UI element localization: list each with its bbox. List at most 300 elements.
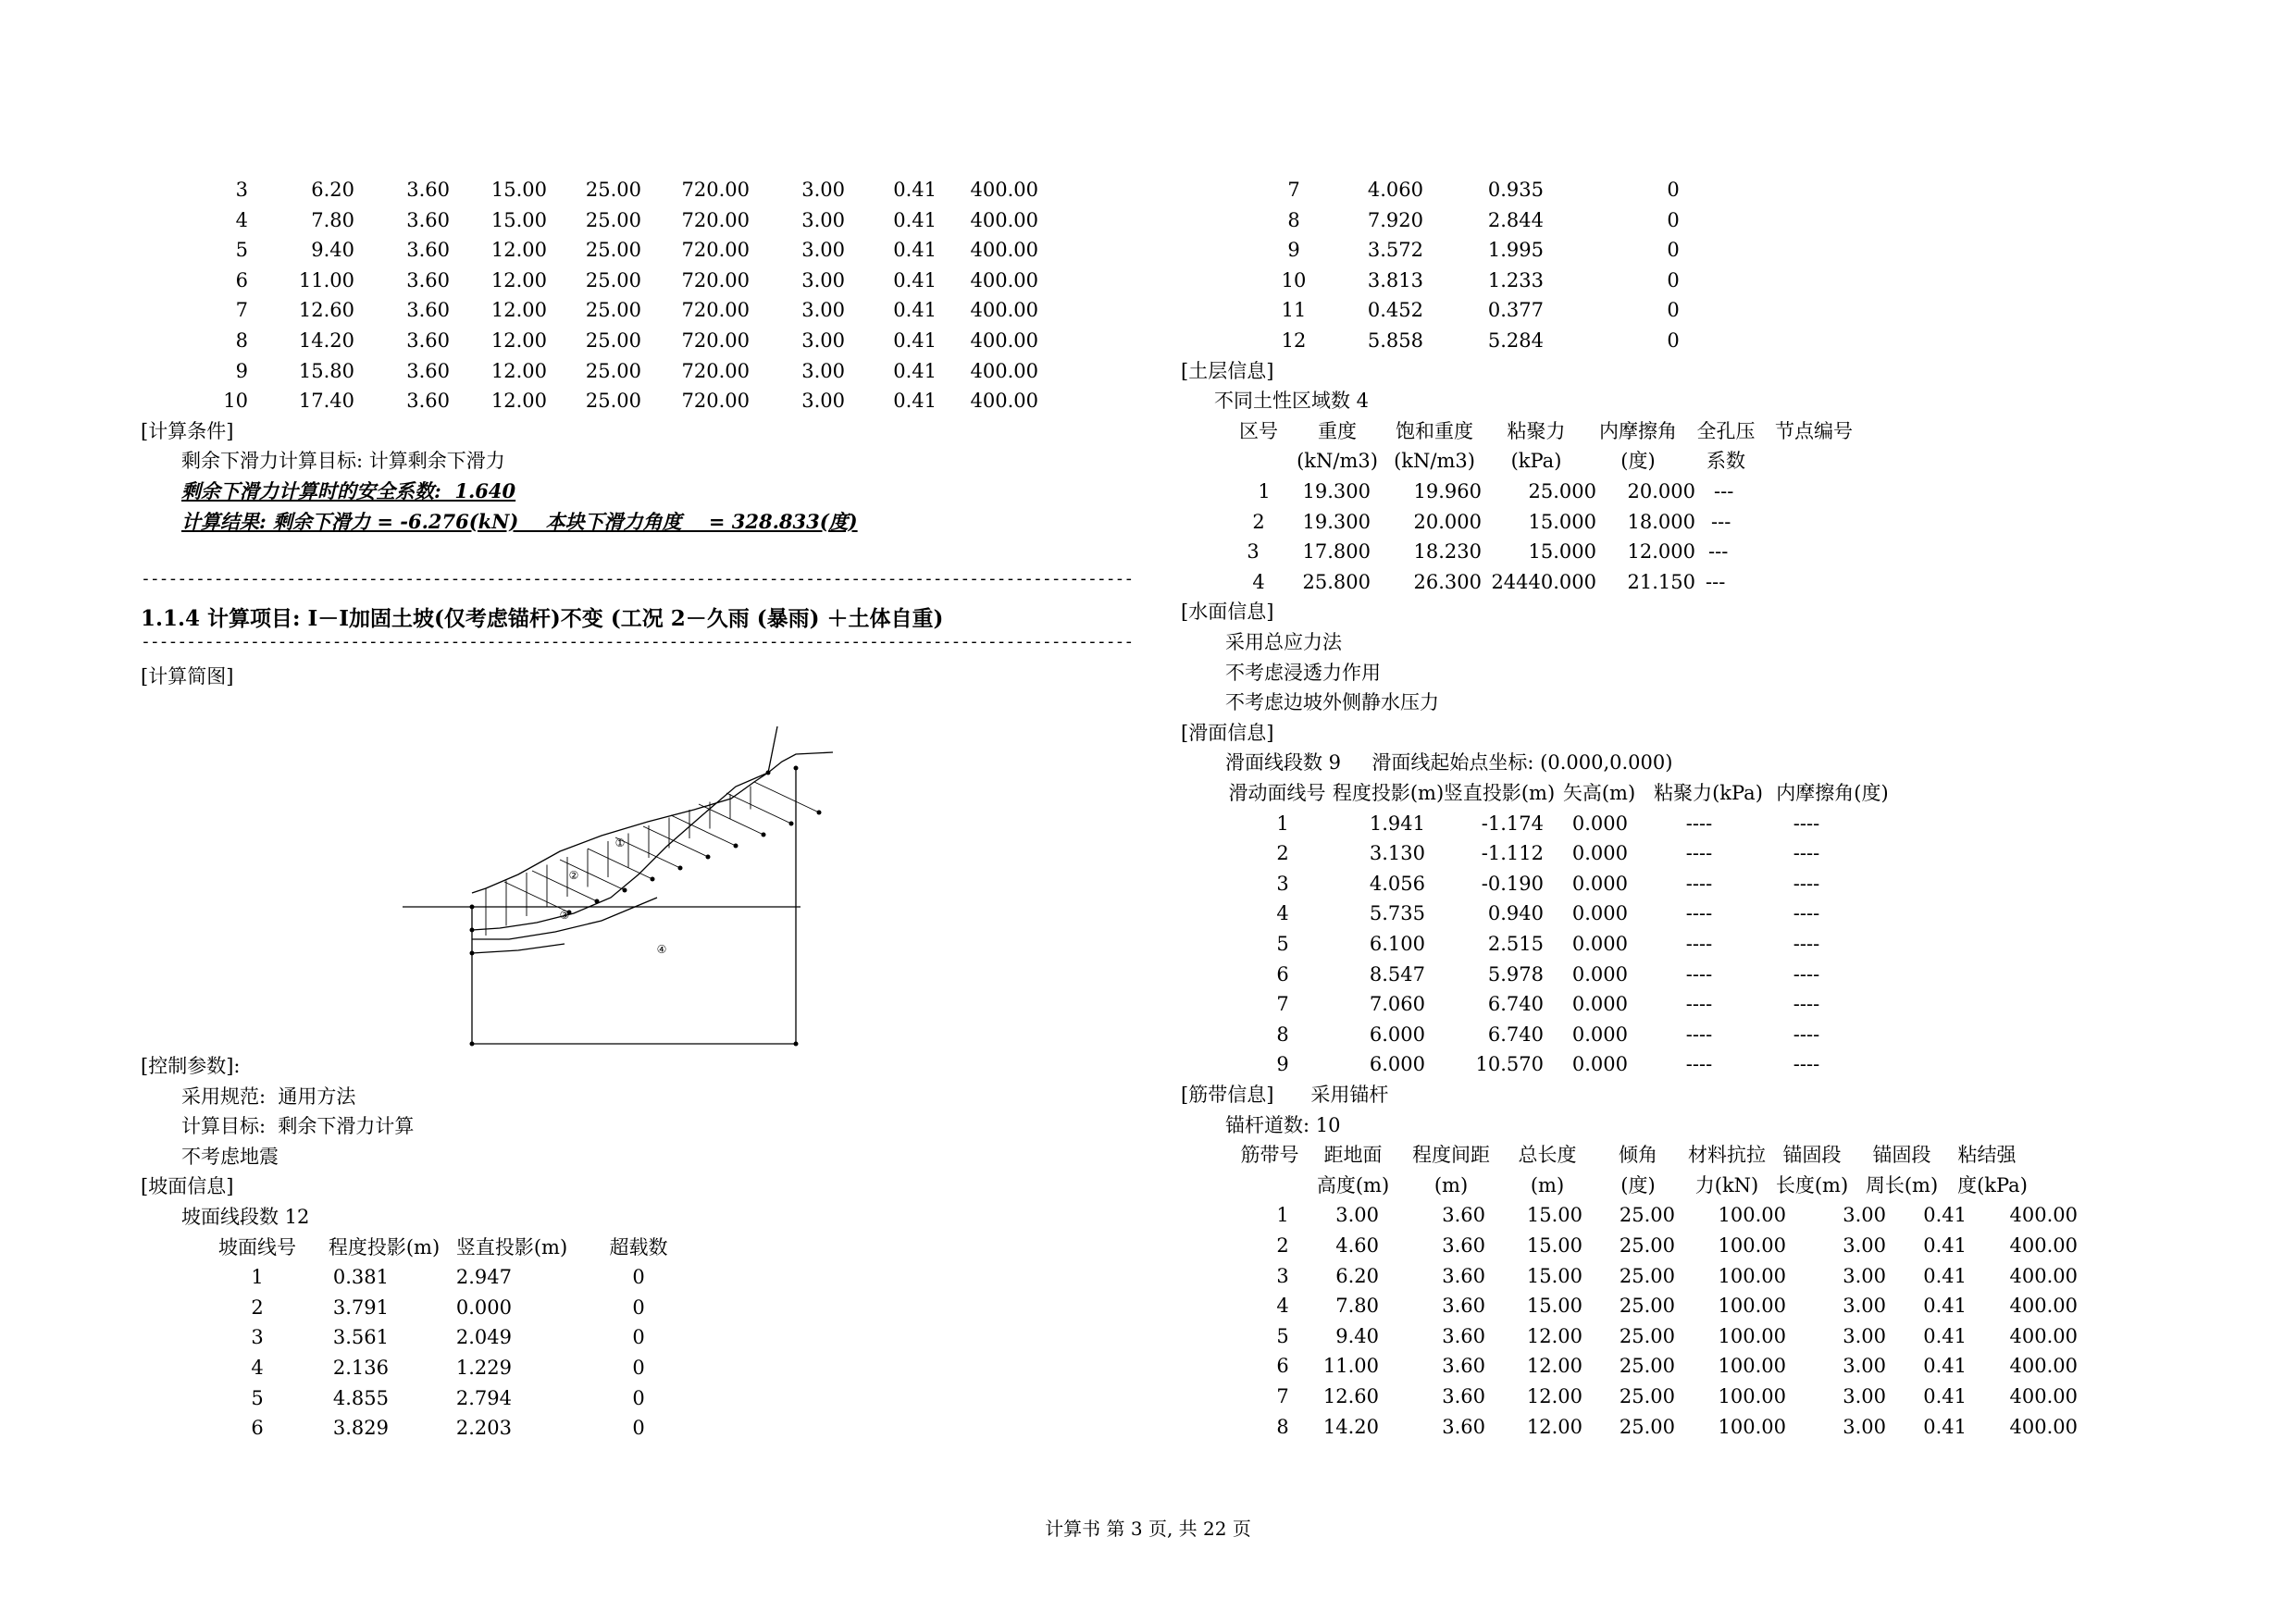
table-cell: 1.941 [1369, 812, 1425, 835]
table-cell: 6 [1276, 1355, 1289, 1378]
table-cell: 7 [235, 299, 248, 322]
table-cell: 5 [1276, 933, 1289, 955]
table-header: (度) [1620, 1173, 1656, 1196]
diagram-anchor-line [699, 804, 763, 835]
table-cell: 12.00 [490, 299, 547, 322]
table-cell: 0.41 [893, 239, 937, 262]
table-cell: 3.00 [801, 268, 845, 291]
table-cell: --- [1706, 570, 1726, 593]
diagram-anchor-line [643, 826, 708, 857]
section-label: [水面信息] [1181, 601, 1274, 624]
table-cell: 14.20 [1322, 1415, 1379, 1438]
table-cell: 400.00 [2009, 1264, 2078, 1287]
table-cell: 3.60 [406, 239, 450, 262]
table-cell: 2 [251, 1295, 264, 1319]
table-cell: 6.100 [1369, 933, 1425, 955]
table-cell: 15.00 [1526, 1234, 1582, 1257]
table-cell: 25.00 [585, 390, 641, 413]
table-cell: 0.41 [1923, 1234, 1967, 1257]
table-cell: 2 [1252, 510, 1265, 533]
table-cell: 25.000 [1528, 480, 1596, 502]
table-cell: 12.00 [490, 239, 547, 262]
table-cell: 17.800 [1302, 540, 1371, 564]
table-cell: 4.056 [1369, 872, 1425, 895]
table-header: 超载数 [609, 1235, 668, 1258]
table-cell: ---- [1685, 1053, 1713, 1076]
table-cell: 3.00 [801, 329, 845, 352]
table-cell: 11.00 [1322, 1355, 1379, 1378]
table-cell: 400.00 [970, 239, 1038, 262]
table-cell: 0 [1667, 329, 1680, 352]
diagram-anchor-node [789, 822, 794, 826]
table-cell: 7 [1276, 993, 1289, 1016]
table-cell: 12.00 [1526, 1355, 1582, 1378]
table-header: 力(kN) [1694, 1173, 1759, 1196]
table-cell: 400.00 [970, 268, 1038, 291]
table-cell: 8 [1276, 1415, 1289, 1438]
table-cell: 3.00 [1843, 1295, 1886, 1318]
table-cell: 3 [1276, 1264, 1289, 1287]
table-cell: ---- [1793, 962, 1820, 986]
water-item: 不考虑边坡外侧静水压力 [1225, 691, 1439, 714]
diagram-node [766, 771, 771, 775]
table-cell: 25.00 [585, 329, 641, 352]
diagram-node [794, 766, 799, 771]
table-cell: 400.00 [970, 208, 1038, 231]
table-header: 内摩擦角(度) [1776, 782, 1889, 804]
table-cell: 0 [632, 1266, 645, 1289]
table-cell: 0 [632, 1295, 645, 1319]
table-cell: 0 [632, 1417, 645, 1440]
table-cell: 12 [1281, 329, 1307, 352]
table-header: 粘聚力 [1507, 419, 1566, 442]
table-cell: 400.00 [970, 359, 1038, 382]
table-cell: 0.452 [1367, 299, 1423, 322]
table-header: 重度 [1318, 419, 1357, 442]
table-cell: 100.00 [1718, 1295, 1786, 1318]
table-cell: 10 [1281, 268, 1307, 291]
table-header: 竖直投影(m) [455, 1235, 568, 1258]
table-header: 坡面线号 [218, 1235, 296, 1258]
table-cell: 25.00 [1619, 1415, 1675, 1438]
page-footer: 计算书 第 3 页, 共 22 页 [1045, 1518, 1251, 1540]
table-header: 程度间距 [1412, 1144, 1490, 1167]
table-cell: 100.00 [1718, 1204, 1786, 1227]
table-cell: 720.00 [681, 390, 750, 413]
table-cell: 12.00 [490, 329, 547, 352]
table-cell: 3.60 [1442, 1324, 1485, 1347]
diagram-node [470, 1042, 475, 1047]
table-cell: 0.41 [893, 359, 937, 382]
diagram-boundary [472, 768, 796, 1044]
table-cell: 3.572 [1367, 239, 1423, 262]
table-cell: 4.855 [332, 1386, 389, 1409]
table-cell: 3.00 [801, 179, 845, 201]
table-cell: 4 [1276, 902, 1289, 925]
section-label: [筋带信息] 采用锚杆 [1181, 1084, 1389, 1106]
table-cell: 6.000 [1369, 1053, 1425, 1076]
table-cell: 6.740 [1487, 1023, 1544, 1046]
table-cell: ---- [1685, 933, 1713, 955]
table-header: 筋带号 [1240, 1144, 1299, 1167]
table-cell: 0.41 [1923, 1204, 1967, 1227]
diagram-node [470, 905, 475, 910]
table-cell: ---- [1685, 993, 1713, 1016]
table-cell: --- [1708, 540, 1729, 564]
table-header: (kPa) [1510, 450, 1562, 473]
table-cell: 0 [1667, 299, 1680, 322]
diagram-node [794, 1042, 799, 1047]
table-cell: 400.00 [970, 329, 1038, 352]
slope-count: 坡面线段数 12 [181, 1206, 310, 1228]
table-header: 全孔压 [1696, 419, 1756, 442]
table-cell: --- [1711, 510, 1731, 533]
safety-factor: 剩余下滑力计算时的安全系数: 1.640 [181, 479, 516, 502]
table-cell: 0 [1667, 239, 1680, 262]
table-cell: 25.00 [1619, 1234, 1675, 1257]
table-header: 节点编号 [1775, 419, 1853, 442]
table-cell: 100.00 [1718, 1324, 1786, 1347]
table-cell: 0.41 [1923, 1324, 1967, 1347]
table-header: 竖直投影(m) [1443, 782, 1556, 804]
diagram-anchor-line [588, 849, 652, 879]
table-header: 区号 [1239, 419, 1278, 442]
table-cell: 6.740 [1487, 993, 1544, 1016]
table-cell: 400.00 [2009, 1324, 2078, 1347]
table-cell: -0.190 [1481, 872, 1544, 895]
separator-line: ------------------------------------------------------------------------------------------------------------- [141, 569, 1134, 589]
table-cell: 4 [1252, 570, 1265, 593]
table-cell: 0.000 [1571, 1053, 1628, 1076]
table-cell: 25.00 [1619, 1264, 1675, 1287]
table-cell: 8.547 [1369, 962, 1425, 986]
diagram-anchor-node [817, 811, 822, 815]
table-cell: 400.00 [2009, 1355, 2078, 1378]
table-cell: ---- [1793, 812, 1820, 835]
table-cell: 9 [235, 359, 248, 382]
table-cell: 0.000 [1571, 1023, 1628, 1046]
table-cell: 0.41 [1923, 1355, 1967, 1378]
table-cell: 4.060 [1367, 179, 1423, 201]
table-cell: 3 [251, 1326, 264, 1349]
table-cell: 25.00 [1619, 1355, 1675, 1378]
table-cell: 20.000 [1413, 510, 1482, 533]
table-cell: 15.80 [298, 359, 354, 382]
table-cell: -1.174 [1481, 812, 1544, 835]
slope-diagram [398, 717, 879, 1050]
table-header: 度(kPa) [1957, 1173, 2028, 1196]
table-cell: 8 [1287, 208, 1300, 231]
diagram-anchor-node [706, 855, 711, 860]
table-cell: 9.40 [311, 239, 354, 262]
table-cell: 6.20 [1335, 1264, 1379, 1287]
table-cell: 3.60 [1442, 1295, 1485, 1318]
section-label: [计算简图] [141, 665, 234, 688]
table-cell: 1 [1276, 812, 1289, 835]
table-cell: 3.00 [1843, 1324, 1886, 1347]
table-cell: 5.858 [1367, 329, 1423, 352]
table-header: 锚固段 [1782, 1144, 1842, 1167]
table-cell: 5 [1276, 1324, 1289, 1347]
table-cell: 25.00 [1619, 1295, 1675, 1318]
table-cell: 3.00 [801, 239, 845, 262]
table-cell: 3.791 [332, 1295, 389, 1319]
table-cell: 2.203 [455, 1417, 512, 1440]
table-cell: 4 [235, 208, 248, 231]
table-cell: ---- [1685, 842, 1713, 865]
table-cell: 3.00 [1843, 1385, 1886, 1407]
table-cell: 19.300 [1302, 480, 1371, 502]
table-cell: 3.813 [1367, 268, 1423, 291]
soil-count: 不同土性区域数 4 [1214, 390, 1370, 413]
table-cell: 3.60 [1442, 1355, 1485, 1378]
table-cell: 100.00 [1718, 1264, 1786, 1287]
table-cell: 3.829 [332, 1417, 389, 1440]
table-cell: 720.00 [681, 299, 750, 322]
table-cell: 25.00 [585, 299, 641, 322]
separator-line: ------------------------------------------------------------------------------------------------------------- [141, 632, 1134, 651]
table-cell: 4.60 [1335, 1234, 1379, 1257]
table-header: 矢高(m) [1562, 782, 1636, 804]
table-cell: 7.80 [311, 208, 354, 231]
table-cell: 400.00 [2009, 1295, 2078, 1318]
table-cell: 3.60 [1442, 1204, 1485, 1227]
table-cell: 1.233 [1487, 268, 1544, 291]
rebar-count: 锚杆道数: 10 [1225, 1113, 1341, 1136]
table-header: 锚固段 [1872, 1144, 1931, 1167]
diagram-region-label: ④ [656, 943, 667, 956]
table-cell: 3.60 [1442, 1234, 1485, 1257]
diagram-anchor-line [532, 871, 597, 901]
table-cell: 3 [1276, 872, 1289, 895]
table-cell: 3.60 [1442, 1385, 1485, 1407]
slip-count: 滑面线段数 9 滑面线起始点坐标: (0.000,0.000) [1225, 751, 1673, 775]
table-cell: 100.00 [1718, 1355, 1786, 1378]
table-cell: 12.00 [1526, 1415, 1582, 1438]
table-cell: 400.00 [2009, 1204, 2078, 1227]
table-cell: 9.40 [1335, 1324, 1379, 1347]
table-cell: 1 [1258, 480, 1271, 502]
water-item: 不考虑浸透力作用 [1225, 661, 1381, 684]
table-cell: 5.284 [1487, 329, 1544, 352]
table-cell: 25.00 [1619, 1324, 1675, 1347]
table-cell: 6 [1276, 962, 1289, 986]
table-cell: 25.00 [1619, 1204, 1675, 1227]
section-label: [坡面信息] [141, 1175, 234, 1198]
section-label: [土层信息] [1181, 359, 1274, 382]
table-cell: 4 [1276, 1295, 1289, 1318]
table-cell: 0 [1667, 268, 1680, 291]
table-cell: 15.00 [490, 208, 547, 231]
table-cell: 0.41 [1923, 1385, 1967, 1407]
table-cell: 100.00 [1718, 1415, 1786, 1438]
table-cell: 2 [1276, 842, 1289, 865]
table-cell: 3.00 [1843, 1204, 1886, 1227]
table-cell: 3 [1247, 540, 1260, 564]
table-cell: 0.41 [893, 179, 937, 201]
table-cell: 12.000 [1627, 540, 1695, 564]
table-cell: 0.000 [455, 1295, 512, 1319]
calc-result: 计算结果: 剩余下滑力 = -6.276(kN) 本块下滑力角度 = 328.833(度) [181, 509, 858, 533]
table-cell: 1.229 [455, 1357, 512, 1379]
table-cell: 12.60 [1322, 1385, 1379, 1407]
table-cell: ---- [1685, 1023, 1713, 1046]
table-header: 滑动面线号 [1228, 782, 1326, 804]
table-cell: 19.960 [1413, 480, 1482, 502]
diagram-region-label: ② [568, 869, 579, 882]
table-cell: 3.561 [332, 1326, 389, 1349]
table-cell: 15.00 [1526, 1264, 1582, 1287]
table-cell: 3.00 [801, 359, 845, 382]
table-cell: 720.00 [681, 329, 750, 352]
table-header: (m) [1433, 1173, 1469, 1196]
table-cell: 720.00 [681, 179, 750, 201]
table-cell: 11.00 [298, 268, 354, 291]
table-cell: 2.515 [1487, 933, 1544, 955]
table-cell: 9 [1276, 1053, 1289, 1076]
table-cell: 0 [632, 1386, 645, 1409]
table-cell: 2.794 [455, 1386, 512, 1409]
table-cell: 400.00 [2009, 1385, 2078, 1407]
table-cell: 3.00 [1843, 1415, 1886, 1438]
table-cell: 12.60 [298, 299, 354, 322]
table-cell: ---- [1793, 872, 1820, 895]
table-cell: 2.136 [332, 1357, 389, 1379]
right-column [1148, 0, 2296, 1624]
table-cell: 3.60 [406, 208, 450, 231]
table-header: (kN/m3) [1394, 450, 1475, 473]
table-cell: 400.00 [970, 390, 1038, 413]
table-cell: ---- [1685, 962, 1713, 986]
table-cell: 25.00 [585, 179, 641, 201]
table-header: 距地面 [1323, 1144, 1383, 1167]
table-cell: 400.00 [970, 299, 1038, 322]
table-cell: 10.570 [1475, 1053, 1544, 1076]
table-cell: 720.00 [681, 208, 750, 231]
diagram-soil-boundary [472, 944, 565, 953]
table-cell: -1.112 [1481, 842, 1544, 865]
table-cell: ---- [1685, 902, 1713, 925]
table-cell: 10 [223, 390, 248, 413]
diagram-anchor-line [615, 837, 680, 868]
section-label: [控制参数]: [141, 1055, 241, 1077]
table-cell: 400.00 [2009, 1234, 2078, 1257]
table-cell: 25.00 [585, 239, 641, 262]
table-cell: 2.947 [455, 1266, 512, 1289]
section-label: [计算条件] [141, 419, 234, 442]
table-cell: 25.00 [585, 359, 641, 382]
table-cell: 0 [1667, 179, 1680, 201]
table-cell: 400.00 [2009, 1415, 2078, 1438]
table-header: (度) [1620, 450, 1656, 473]
table-cell: 4 [251, 1357, 264, 1379]
diagram-node [470, 928, 475, 933]
diagram-region-label: ③ [559, 909, 570, 922]
table-cell: 12.00 [490, 268, 547, 291]
table-cell: 0.381 [332, 1266, 389, 1289]
table-cell: 0.000 [1571, 902, 1628, 925]
table-cell: 0.935 [1487, 179, 1544, 201]
table-cell: ---- [1793, 842, 1820, 865]
table-cell: 0 [1667, 208, 1680, 231]
table-cell: ---- [1685, 812, 1713, 835]
table-header: 倾角 [1619, 1144, 1657, 1167]
table-cell: ---- [1793, 902, 1820, 925]
table-cell: 25.00 [585, 268, 641, 291]
table-cell: 0.41 [893, 299, 937, 322]
section-heading: 1.1.4 计算项目: Ⅰ－Ⅰ加固土坡(仅考虑锚杆)不变 (工况 2－久雨 (暴雨) ＋土体自重) [141, 606, 944, 631]
table-header: (m) [1530, 1173, 1565, 1196]
table-header: 内摩擦角 [1599, 419, 1677, 442]
table-cell: 3.60 [406, 329, 450, 352]
table-cell: 15.00 [490, 179, 547, 201]
table-cell: 3.00 [1843, 1264, 1886, 1287]
table-cell: 15.00 [1526, 1295, 1582, 1318]
table-cell: 3.60 [1442, 1264, 1485, 1287]
water-item: 采用总应力法 [1225, 631, 1342, 653]
diagram-region-label: ① [614, 837, 626, 849]
table-cell: 25.00 [1619, 1385, 1675, 1407]
table-cell: 19.300 [1302, 510, 1371, 533]
table-cell: 7.80 [1335, 1295, 1379, 1318]
table-cell: 0.377 [1487, 299, 1544, 322]
table-cell: 12.00 [490, 390, 547, 413]
table-header: 饱和重度 [1396, 419, 1473, 442]
table-cell: 9 [1287, 239, 1300, 262]
table-header: 长度(m) [1775, 1173, 1849, 1196]
table-cell: ---- [1793, 993, 1820, 1016]
table-header: 周长(m) [1865, 1173, 1939, 1196]
table-cell: ---- [1793, 1053, 1820, 1076]
table-header: 材料抗拉 [1688, 1144, 1766, 1167]
table-cell: 100.00 [1718, 1385, 1786, 1407]
table-cell: 5 [235, 239, 248, 262]
table-cell: 0.000 [1571, 962, 1628, 986]
table-cell: 8 [1276, 1023, 1289, 1046]
table-cell: 3.00 [1843, 1355, 1886, 1378]
table-cell: 12.00 [1526, 1324, 1582, 1347]
diagram-node [470, 951, 475, 956]
table-cell: 1.995 [1487, 239, 1544, 262]
table-cell: 14.20 [298, 329, 354, 352]
diagram-anchor-line [671, 815, 736, 846]
table-cell: 7.060 [1369, 993, 1425, 1016]
diagram-anchor-node [678, 866, 683, 871]
table-cell: 12.00 [1526, 1385, 1582, 1407]
table-cell: 20.000 [1627, 480, 1695, 502]
table-cell: 0.41 [893, 329, 937, 352]
table-cell: 8 [235, 329, 248, 352]
table-cell: 0.41 [893, 268, 937, 291]
diagram-anchor-node [623, 888, 627, 893]
table-header: (kN/m3) [1297, 450, 1378, 473]
control-item: 采用规范: 通用方法 [181, 1085, 356, 1108]
table-cell: 0.41 [1923, 1415, 1967, 1438]
table-header: 程度投影(m) [328, 1235, 441, 1258]
diagram-anchor-line [754, 782, 819, 812]
table-cell: 3.60 [406, 299, 450, 322]
table-cell: 2.844 [1487, 208, 1544, 231]
section-label: [滑面信息] [1181, 721, 1274, 744]
diagram-anchor-line [726, 793, 791, 824]
table-cell: 11 [1281, 299, 1307, 322]
table-cell: 0.000 [1571, 993, 1628, 1016]
table-cell: 3.00 [1335, 1204, 1379, 1227]
table-cell: ---- [1793, 933, 1820, 955]
table-cell: --- [1714, 480, 1734, 502]
table-cell: 6.20 [311, 179, 354, 201]
table-cell: 25.00 [585, 208, 641, 231]
